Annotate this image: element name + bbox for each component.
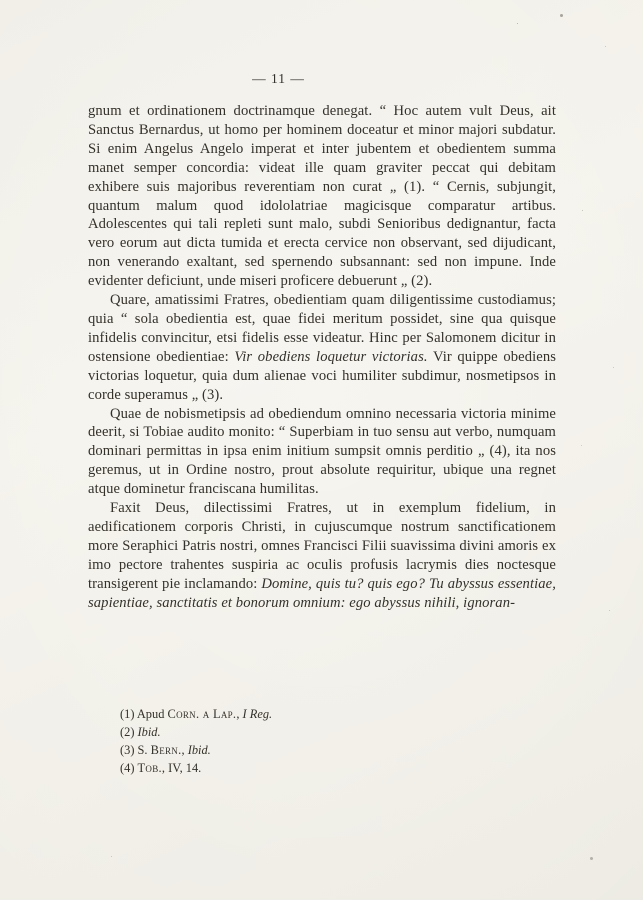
text-segment: (1) Apud [120, 707, 168, 721]
footnotes [120, 705, 556, 777]
text-segment: Domine, quis tu? quis ego? Tu abyssus essentiae, sapientiae, sanctitatis et bonorum omnium: ego abyssus nihili, ignoran- [88, 575, 556, 611]
text-segment: , [236, 707, 243, 721]
text-segment: Ibid. [137, 725, 161, 739]
text-segment: Bern. [150, 743, 182, 757]
text-segment: Vir obediens loquetur victorias. [234, 348, 428, 365]
text-segment: Corn. a Lap. [167, 707, 237, 721]
footnote [120, 705, 556, 723]
footnote [120, 759, 556, 777]
text-segment: (2) [120, 725, 138, 739]
text-segment: (3) S. [120, 743, 151, 757]
text-segment: gnum et ordinationem doctrinamque denegat. “ Hoc autem vult Deus, ait Sanctus Bernardus, ut homo per hominem doceatur et minor majori subdatur. Si enim Angelus Angelo imperat et inter jubentem et obedientem summa manet semper concordia: videat ille quam graviter peccat qui debitam exhibere suis majoribus reverentiam non curat „ (1). “ Cernis, subjungit, quantum malum quod idololatriae magicisque comparatur artibus. Adolescentes qui tali repleti sunt malo, subdi Senioribus dedignantur, facta vero eorum aut dicta tumida et erecta cervice non observant, sed dijudicant, non venerando exaltant, sed spernendo subsannant: sed non impune. Inde evidenter deficiunt, unde miseri proficere debuerunt „ (2). [88, 103, 556, 290]
text-segment: , IV, 14. [161, 761, 202, 775]
text-segment: Quae de nobismetipsis ad obediendum omnino necessaria victoria minime deerit, si Tobiae audito monito: “ Superbiam in tuo sensu aut verbo, numquam dominari permittas in ipsa enim initium sumpsit omnis perditio „ (4), ita nos geremus, ut in Ordine nostro, prout absolute requiritur, ubique una regnet atque dominetur franciscana humilitas. [88, 405, 556, 498]
text-segment: Tob. [137, 761, 162, 775]
body-text [88, 102, 556, 612]
paragraph [88, 102, 556, 291]
scan-noise-speck [560, 14, 563, 17]
footnote [120, 741, 556, 759]
text-segment: (4) [120, 761, 138, 775]
text-segment: Ibid. [187, 743, 211, 757]
paragraph [88, 405, 556, 500]
page-number: — 11 — [252, 71, 305, 86]
footnote [120, 723, 556, 741]
text-segment: , [181, 743, 188, 757]
text-segment: Vir quippe obediens victorias loquetur, quia dum alienae voci humiliter subdimur, nosmetipsos in corde superamus „ (3). [88, 348, 556, 403]
text-segment: I Reg. [242, 707, 273, 721]
paragraph [88, 291, 556, 404]
text-segment: Quare, amatissimi Fratres, obedientiam quam diligentissime custodiamus; quia “ sola obedientia est, quae fidei meritum possidet, sine qua quisque infidelis convincitur, etsi fidelis esse videatur. Hinc per Salomonem dicitur in ostensione obedientiae: [88, 292, 556, 365]
text-segment: Faxit Deus, dilectissimi Fratres, ut in exemplum fidelium, in aedificationem corporis Christi, in cujuscumque nostrum sanctificationem more Seraphici Patris nostri, omnes Francisci Filii suavissima divini amoris ex imo pectore trahentes suspiria ac oculis profusis lacrymis dies noctesque transigerent pie inclamando: [88, 500, 556, 592]
paragraph [88, 499, 556, 612]
